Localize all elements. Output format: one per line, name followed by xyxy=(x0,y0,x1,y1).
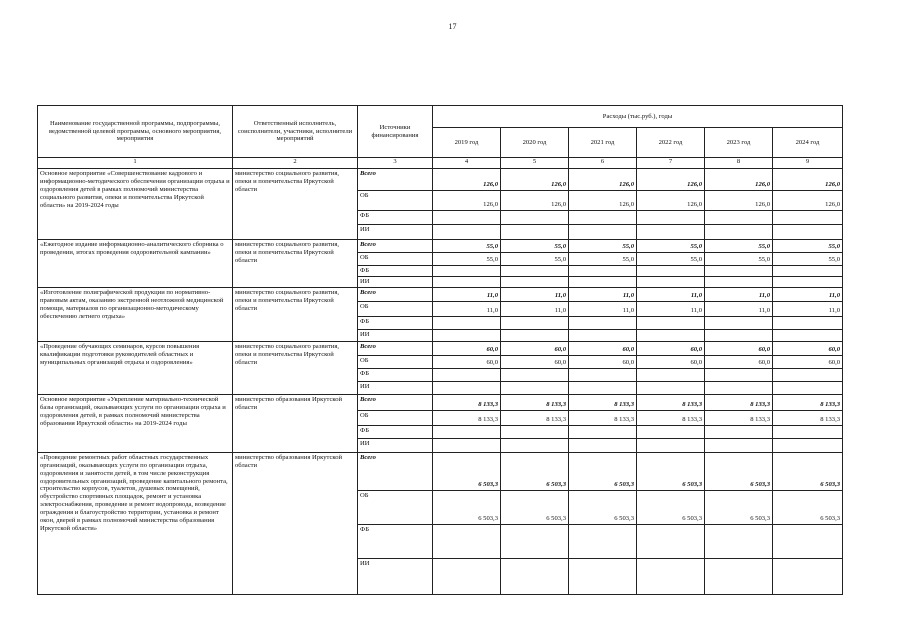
empty-cell xyxy=(433,368,501,381)
total-value: 11,0 xyxy=(773,287,843,301)
total-value: 11,0 xyxy=(569,287,637,301)
source-label: ИИ xyxy=(358,381,433,394)
source-label: Всего xyxy=(358,452,433,490)
ob-value: 11,0 xyxy=(569,301,637,316)
column-index-cell: 9 xyxy=(773,158,843,169)
empty-cell xyxy=(433,225,501,240)
column-index-cell: 2 xyxy=(233,158,358,169)
table-row xyxy=(38,169,843,191)
source-label: ИИ xyxy=(358,558,433,594)
total-value: 60,0 xyxy=(637,341,705,355)
empty-cell xyxy=(705,381,773,394)
source-label: ФБ xyxy=(358,316,433,329)
ob-value: 60,0 xyxy=(501,355,569,368)
source-label: ФБ xyxy=(358,368,433,381)
empty-cell xyxy=(569,329,637,341)
empty-cell xyxy=(705,329,773,341)
empty-cell xyxy=(569,276,637,287)
ob-value: 8 133,3 xyxy=(637,410,705,425)
empty-cell xyxy=(637,381,705,394)
empty-cell xyxy=(501,558,569,594)
total-value: 8 133,3 xyxy=(637,394,705,410)
table-header xyxy=(38,106,843,158)
empty-cell xyxy=(637,316,705,329)
source-label: ОБ xyxy=(358,191,433,211)
source-label: ФБ xyxy=(358,524,433,558)
ob-value: 8 133,3 xyxy=(773,410,843,425)
empty-cell xyxy=(773,558,843,594)
empty-cell xyxy=(433,425,501,438)
row-name: Основное мероприятие «Укрепление материально-технической базы организаций, оказывающих услуги по организации отдыха и оздоровления детей, в рамках полномочий министерства образования Иркутской области» на 2019-2024 годы xyxy=(38,394,233,452)
empty-cell xyxy=(433,558,501,594)
empty-cell xyxy=(501,316,569,329)
total-value: 6 503,3 xyxy=(705,452,773,490)
total-value: 55,0 xyxy=(637,240,705,253)
ob-value: 6 503,3 xyxy=(569,490,637,524)
source-label: ФБ xyxy=(358,211,433,225)
column-index-cell: 7 xyxy=(637,158,705,169)
ob-value: 6 503,3 xyxy=(433,490,501,524)
row-executor: министерство социального развития, опеки и попечительства Иркутской области xyxy=(233,287,358,341)
total-value: 6 503,3 xyxy=(501,452,569,490)
total-value: 11,0 xyxy=(705,287,773,301)
total-value: 60,0 xyxy=(569,341,637,355)
total-value: 126,0 xyxy=(501,169,569,191)
header-sources: Источники финансирования xyxy=(358,106,433,158)
empty-cell xyxy=(569,381,637,394)
empty-cell xyxy=(501,368,569,381)
row-name: Основное мероприятие «Совершенствование кадрового и информационно-методического обеспечения организации отдыха и оздоровления детей в рамках полномочий министерства социального развития, опеки и попечительства Иркутской области» на 2019-2024 годы xyxy=(38,169,233,240)
ob-value: 11,0 xyxy=(705,301,773,316)
total-value: 55,0 xyxy=(569,240,637,253)
total-value: 55,0 xyxy=(433,240,501,253)
total-value: 11,0 xyxy=(433,287,501,301)
row-executor: министерство образования Иркутской области xyxy=(233,394,358,452)
empty-cell xyxy=(705,558,773,594)
ob-value: 55,0 xyxy=(569,253,637,266)
empty-cell xyxy=(773,211,843,225)
ob-value: 6 503,3 xyxy=(501,490,569,524)
empty-cell xyxy=(569,211,637,225)
source-label: ФБ xyxy=(358,425,433,438)
row-executor: министерство социального развития, опеки и попечительства Иркутской области xyxy=(233,341,358,394)
source-label: Всего xyxy=(358,394,433,410)
empty-cell xyxy=(433,329,501,341)
total-value: 60,0 xyxy=(433,341,501,355)
header-year: 2022 год xyxy=(637,128,705,158)
table-row xyxy=(38,394,843,410)
table-body xyxy=(38,158,843,595)
column-index-cell: 5 xyxy=(501,158,569,169)
empty-cell xyxy=(501,211,569,225)
column-index-cell: 3 xyxy=(358,158,433,169)
source-label: ОБ xyxy=(358,410,433,425)
empty-cell xyxy=(773,524,843,558)
total-value: 126,0 xyxy=(705,169,773,191)
table-row xyxy=(38,287,843,301)
row-executor: министерство социального развития, опеки и попечительства Иркутской области xyxy=(233,169,358,240)
ob-value: 60,0 xyxy=(637,355,705,368)
ob-value: 6 503,3 xyxy=(637,490,705,524)
source-label: Всего xyxy=(358,169,433,191)
empty-cell xyxy=(637,329,705,341)
total-value: 55,0 xyxy=(773,240,843,253)
ob-value: 8 133,3 xyxy=(569,410,637,425)
total-value: 8 133,3 xyxy=(569,394,637,410)
total-value: 60,0 xyxy=(773,341,843,355)
empty-cell xyxy=(637,266,705,277)
header-year: 2020 год xyxy=(501,128,569,158)
empty-cell xyxy=(501,381,569,394)
ob-value: 11,0 xyxy=(433,301,501,316)
source-label: ФБ xyxy=(358,266,433,277)
ob-value: 126,0 xyxy=(705,191,773,211)
ob-value: 60,0 xyxy=(773,355,843,368)
total-value: 8 133,3 xyxy=(773,394,843,410)
row-executor: министерство образования Иркутской области xyxy=(233,452,358,594)
ob-value: 126,0 xyxy=(637,191,705,211)
source-label: ИИ xyxy=(358,438,433,452)
total-value: 6 503,3 xyxy=(637,452,705,490)
ob-value: 60,0 xyxy=(569,355,637,368)
source-label: Всего xyxy=(358,287,433,301)
ob-value: 11,0 xyxy=(637,301,705,316)
ob-value: 55,0 xyxy=(637,253,705,266)
total-value: 60,0 xyxy=(501,341,569,355)
total-value: 126,0 xyxy=(569,169,637,191)
row-executor: министерство социального развития, опеки и попечительства Иркутской области xyxy=(233,240,358,288)
ob-value: 6 503,3 xyxy=(705,490,773,524)
empty-cell xyxy=(433,211,501,225)
total-value: 6 503,3 xyxy=(433,452,501,490)
total-value: 6 503,3 xyxy=(569,452,637,490)
empty-cell xyxy=(569,368,637,381)
empty-cell xyxy=(637,368,705,381)
row-name: «Ежегодное издание информационно-аналитического сборника о проведении, итогах проведения оздоровительной кампании» xyxy=(38,240,233,288)
empty-cell xyxy=(501,438,569,452)
table-row xyxy=(38,452,843,490)
empty-cell xyxy=(637,524,705,558)
header-name: Наименование государственной программы, подпрограммы, ведомственной целевой программы, основного мероприятия, мероприятия xyxy=(38,106,233,158)
empty-cell xyxy=(501,329,569,341)
ob-value: 55,0 xyxy=(705,253,773,266)
ob-value: 60,0 xyxy=(433,355,501,368)
total-value: 55,0 xyxy=(705,240,773,253)
empty-cell xyxy=(773,438,843,452)
empty-cell xyxy=(773,266,843,277)
empty-cell xyxy=(773,276,843,287)
total-value: 8 133,3 xyxy=(501,394,569,410)
empty-cell xyxy=(433,266,501,277)
column-index-cell: 8 xyxy=(705,158,773,169)
empty-cell xyxy=(501,524,569,558)
total-value: 6 503,3 xyxy=(773,452,843,490)
empty-cell xyxy=(637,225,705,240)
ob-value: 11,0 xyxy=(773,301,843,316)
ob-value: 8 133,3 xyxy=(433,410,501,425)
empty-cell xyxy=(569,438,637,452)
empty-cell xyxy=(773,225,843,240)
ob-value: 60,0 xyxy=(705,355,773,368)
total-value: 11,0 xyxy=(501,287,569,301)
empty-cell xyxy=(637,276,705,287)
total-value: 126,0 xyxy=(637,169,705,191)
empty-cell xyxy=(705,225,773,240)
source-label: ИИ xyxy=(358,225,433,240)
empty-cell xyxy=(569,266,637,277)
column-index-row xyxy=(38,158,843,169)
empty-cell xyxy=(705,316,773,329)
ob-value: 126,0 xyxy=(433,191,501,211)
total-value: 55,0 xyxy=(501,240,569,253)
header-year: 2024 год xyxy=(773,128,843,158)
empty-cell xyxy=(433,381,501,394)
empty-cell xyxy=(501,425,569,438)
empty-cell xyxy=(501,266,569,277)
source-label: ОБ xyxy=(358,490,433,524)
page-number: 17 xyxy=(448,22,457,31)
total-value: 126,0 xyxy=(433,169,501,191)
empty-cell xyxy=(569,524,637,558)
source-label: ОБ xyxy=(358,355,433,368)
ob-value: 8 133,3 xyxy=(705,410,773,425)
column-index-cell: 4 xyxy=(433,158,501,169)
table-row xyxy=(38,240,843,253)
row-name: «Изготовление полиграфической продукции по нормативно-правовым актам, оказанию экстренной неотложной медицинской помощи, материалов по организационно-методическому обеспечению летнего отдыха» xyxy=(38,287,233,341)
empty-cell xyxy=(569,425,637,438)
empty-cell xyxy=(773,329,843,341)
ob-value: 11,0 xyxy=(501,301,569,316)
empty-cell xyxy=(433,524,501,558)
empty-cell xyxy=(773,316,843,329)
header-executor: Ответственный исполнитель, соисполнители, участники, исполнители мероприятий xyxy=(233,106,358,158)
header-year: 2021 год xyxy=(569,128,637,158)
empty-cell xyxy=(773,368,843,381)
header-expenses: Расходы (тыс.руб.), годы xyxy=(433,106,843,128)
empty-cell xyxy=(637,425,705,438)
total-value: 8 133,3 xyxy=(705,394,773,410)
empty-cell xyxy=(705,438,773,452)
empty-cell xyxy=(705,368,773,381)
source-label: ОБ xyxy=(358,301,433,316)
expenses-table xyxy=(37,105,843,595)
empty-cell xyxy=(705,211,773,225)
empty-cell xyxy=(773,425,843,438)
ob-value: 55,0 xyxy=(433,253,501,266)
ob-value: 55,0 xyxy=(773,253,843,266)
empty-cell xyxy=(705,266,773,277)
empty-cell xyxy=(501,276,569,287)
source-label: ОБ xyxy=(358,253,433,266)
empty-cell xyxy=(705,524,773,558)
row-name: «Проведение ремонтных работ областных государственных организаций, оказывающих услуги по организации отдыха, оздоровления и занятости детей, в том числе реконструкция оздоровительных организаций, проведение капитального ремонта, строительство корпусов, туалетов, душевых помещений, обустройство спортивных площадок, ремонт и установка электроснабжения, проведение и ремонт водопровода, возведение ограждения и благоустройство территории, установка и ремонт окон, дверей в рамках полномочий министерства образования Иркутской области» xyxy=(38,452,233,594)
empty-cell xyxy=(773,381,843,394)
ob-value: 126,0 xyxy=(501,191,569,211)
ob-value: 55,0 xyxy=(501,253,569,266)
total-value: 60,0 xyxy=(705,341,773,355)
column-index-cell: 6 xyxy=(569,158,637,169)
header-year: 2023 год xyxy=(705,128,773,158)
empty-cell xyxy=(501,225,569,240)
empty-cell xyxy=(705,276,773,287)
total-value: 11,0 xyxy=(637,287,705,301)
ob-value: 126,0 xyxy=(569,191,637,211)
empty-cell xyxy=(433,316,501,329)
empty-cell xyxy=(637,438,705,452)
total-value: 126,0 xyxy=(773,169,843,191)
empty-cell xyxy=(569,225,637,240)
table-row xyxy=(38,341,843,355)
column-index-cell: 1 xyxy=(38,158,233,169)
header-year: 2019 год xyxy=(433,128,501,158)
total-value: 8 133,3 xyxy=(433,394,501,410)
empty-cell xyxy=(569,316,637,329)
empty-cell xyxy=(433,438,501,452)
source-label: Всего xyxy=(358,341,433,355)
empty-cell xyxy=(637,211,705,225)
empty-cell xyxy=(433,276,501,287)
empty-cell xyxy=(705,425,773,438)
empty-cell xyxy=(637,558,705,594)
ob-value: 8 133,3 xyxy=(501,410,569,425)
source-label: ИИ xyxy=(358,329,433,341)
ob-value: 6 503,3 xyxy=(773,490,843,524)
empty-cell xyxy=(569,558,637,594)
row-name: «Проведение обучающих семинаров, курсов повышения квалификации подготовки руководителей областных и муниципальных организаций отдыха и оздоровления» xyxy=(38,341,233,394)
source-label: ИИ xyxy=(358,276,433,287)
source-label: Всего xyxy=(358,240,433,253)
ob-value: 126,0 xyxy=(773,191,843,211)
